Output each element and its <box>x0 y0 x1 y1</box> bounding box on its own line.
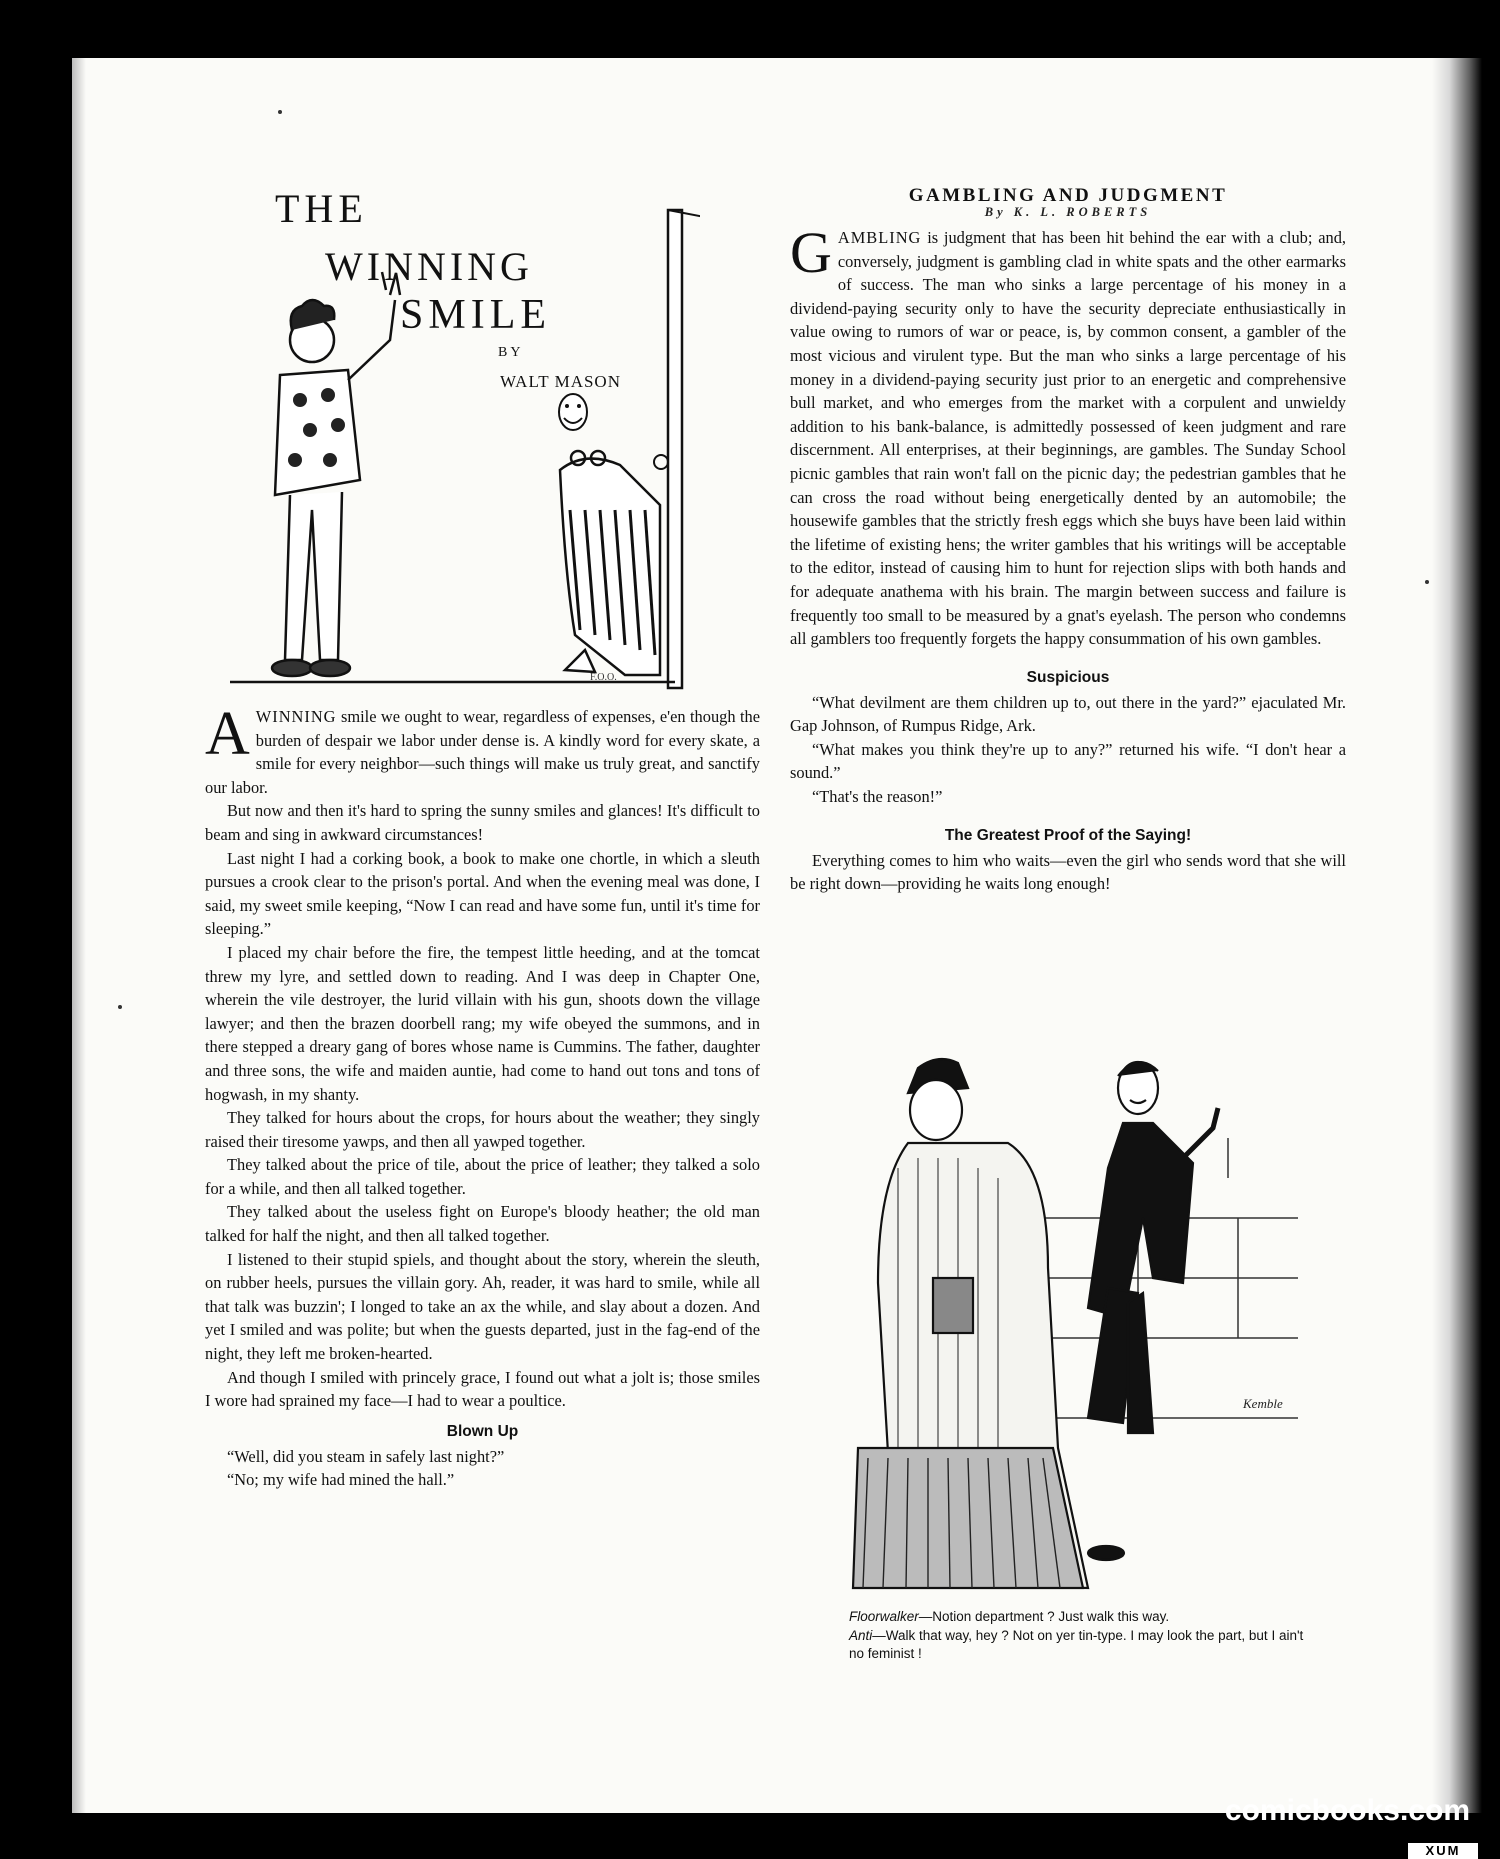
right-column <box>790 185 1346 896</box>
mask-icon <box>559 394 587 430</box>
anti-woman-figure <box>853 1059 1088 1588</box>
proof-body: Everything comes to him who waits—even the girl who sends word that she will be right down—providing he waits long enough! <box>790 850 1346 894</box>
speck <box>1425 580 1429 584</box>
man-in-robe-figure <box>272 272 400 676</box>
suspicious-p3: “That's the reason!” <box>812 787 943 807</box>
speck <box>278 110 282 114</box>
caption-text-1: —Notion department ? Just walk this way. <box>918 1609 1170 1624</box>
illustrator-signature: F.O.O. <box>590 672 617 683</box>
blown-up-line-1: “Well, did you steam in safely last night?” <box>227 1446 505 1466</box>
gambling-byline: By K. L. ROBERTS <box>984 205 1152 219</box>
gambling-dropcap: G <box>790 220 832 285</box>
title-by: BY <box>498 345 524 360</box>
speaker-anti: Anti <box>849 1627 873 1643</box>
title-author: WALT MASON <box>500 372 621 391</box>
floorwalker-cartoon <box>838 1048 1318 1603</box>
poem-stanza-4: I placed my chair before the fire, the tempest little heeding, and at the tomcat threw my lyre, and settled down to reading. And I was deep in Chapter One, wherein the vile destroyer, the lurid villain with his gun, shoots down the village lawyer; and then the brazen doorbell rang; my wife obeyed the summons, and in there stepped a dreary gang of bores whose name is Cummins. The father, daughter and three sons, the wife and maiden auntie, had come to hand out tons and tons of hogwash, in my shanty. <box>205 942 760 1104</box>
woman-behind-door-figure <box>560 451 660 675</box>
gambling-lead: AMBLING <box>837 228 922 247</box>
blown-up-line-2: “No; my wife had mined the hall.” <box>227 1470 455 1490</box>
poem-stanza-8: I listened to their stupid spiels, and thought about the story, wherein the sleuth, on rubber heels, pursues the villain gory. Ah, reader, it was hard to smile, while all that talk was buzzin'; I longed to take an ax the while, and slay about a dozen. And yet I smiled and was polite; but when the guests departed, just in the fag-end of the night, they left me broken-hearted. <box>205 1249 760 1364</box>
suspicious-heading: Suspicious <box>1026 668 1110 686</box>
floorwalker-man-figure <box>1088 1062 1218 1560</box>
poem-stanza-6: They talked about the price of tile, about the price of leather; they talked a solo for a while, and then all talked together. <box>205 1155 760 1198</box>
winning-smile-poem <box>205 700 760 1492</box>
poem-stanza-7: They talked about the useless fight on Europe's bloody heather; the old man talked for half the night, and then all talked together. <box>205 1202 760 1246</box>
caption-line-2 <box>823 1627 1315 1664</box>
caption-text-2: —Walk that way, hey ? Not on yer tin-type. I may look the part, but I ain't no feminist ! <box>849 1627 1304 1661</box>
cartoon-caption <box>823 1608 1315 1664</box>
poem-first-paragraph <box>205 700 760 799</box>
poem-dropcap: A <box>205 700 250 768</box>
gambling-headline: GAMBLING AND JUDGMENT <box>908 185 1228 206</box>
site-watermark: comicbooks.com <box>1224 1794 1470 1827</box>
poem-stanza-1: smile we ought to wear, regardless of expenses, e'en though the burden of despair we labor under dense is. A kindly word for every skate, a smile for every neighbor—such things will make us truly great, and sanctify our labor. <box>205 707 760 797</box>
poem-lead: WINNING <box>255 707 337 726</box>
speaker-floorwalker: Floorwalker <box>849 1609 919 1624</box>
caption-line-1 <box>823 1608 1315 1627</box>
poem-stanza-2: But now and then it's hard to spring the sunny smiles and glances! It's difficult to beam and sing in awkward circumstances! <box>205 801 760 844</box>
speck <box>118 1005 122 1009</box>
poem-stanza-3: Last night I had a corking book, a book to make one chortle, in which a sleuth pursues a crook clear to the prison's portal. And when the evening meal was done, I said, my sweet smile keeping, “Now I can read and have some fun, until it's time for sleeping.” <box>205 848 760 939</box>
title-smile: SMILE <box>400 292 551 338</box>
poem-stanza-9: And though I smiled with princely grace, I found out what a jolt is; those smiles I wore had sprained my face—I had to wear a poultice. <box>205 1367 760 1411</box>
gambling-text: is judgment that has been hit behind the ear with a club; and, conversely, judgment is gambling clad in white spats and the other earmarks of success. The man who sinks a large percentage of his money in a dividend-paying security only to have the security depreciate enthusiastically in value owing to rumors of war or peace, is, by common consent, a gambler of the most vicious and virulent type. But the man who sinks a large percentage of his money in a dividend-paying security just prior to an energetic and comprehensive bull market, and who emerges from the market with a corpulent and unwieldy addition to his bank-balance, is admittedly possessed of keen judgment and rare discernment. All enterprises, at their beginnings, are gambles. The Sunday School picnic gambles that rain won't fall on the picnic day; the pedestrian gambles that he can cross the road without being energetically dented by an automobile; the housewife gambles that the strictly fresh eggs which she buys have been laid within the lifetime of existing hens; the writer gambles that his writings will be acceptable to the editor, instead of causing him to hunt for rejection slips with both hands and for adequate anathema with his brain. The margin between success and failure is frequently too small to be measured by a gnat's eyelash. The person who condemns all gamblers too frequently forgets the happy consummation of his own gambles. <box>790 228 1346 649</box>
corner-tag: XUM <box>1408 1843 1478 1859</box>
blown-up-heading: Blown Up <box>446 1422 519 1440</box>
page-left-edge <box>72 58 86 1813</box>
gambling-body <box>790 220 1346 651</box>
suspicious-p2: “What makes you think they're up to any?” returned his wife. “I don't hear a sound.” <box>790 739 1346 783</box>
winning-smile-illustration <box>230 180 700 695</box>
page-spine-shadow <box>1432 58 1482 1813</box>
suspicious-p1: “What devilment are them children up to, out there in the yard?” ejaculated Mr. Gap Johnson, of Rumpus Ridge, Ark. <box>790 692 1346 736</box>
title-winning: WINNING <box>325 244 533 289</box>
title-the: THE <box>275 186 368 231</box>
cartoonist-signature: Kemble <box>1243 1396 1283 1411</box>
proof-heading: The Greatest Proof of the Saying! <box>944 826 1192 844</box>
poem-stanza-5: They talked for hours about the crops, for hours about the weather; they singly raised their tiresome yawps, and then all yawped together. <box>205 1108 760 1151</box>
